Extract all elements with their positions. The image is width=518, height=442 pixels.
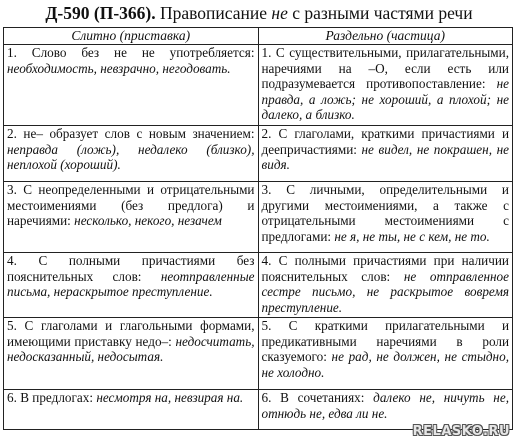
cell-separate <box>258 182 513 253</box>
rule-text: 1. Слово без не не употребляется: <box>7 45 255 60</box>
cell-separate <box>258 253 513 318</box>
table-row <box>4 318 513 390</box>
site-watermark: RELASKO.RU <box>412 424 510 439</box>
table-row <box>4 253 513 318</box>
rule-text: 2. не– образует слов с новым значением: <box>7 126 255 141</box>
rules-table <box>3 27 513 430</box>
rule-text: 3. С личными, определительными и другими местоимениями, а также с отрицательными местоимениями с предлогами: <box>261 182 509 244</box>
rule-examples: несколько, некого, незачем <box>74 213 222 229</box>
cell-joined <box>4 126 259 182</box>
rule-text: 6. В сочетаниях: <box>261 390 374 405</box>
rule-examples: не правда, а ложь; не хороший, а плохой; не далеко, а близко. <box>261 76 509 123</box>
cell-joined <box>4 390 259 430</box>
cell-joined <box>4 318 259 390</box>
rule-examples: несмотря на, невзирая на. <box>96 390 244 405</box>
rule-examples: не рад, не должен, не стыдно, не холодно. <box>261 349 509 380</box>
rule-text: 6. В предлогах: <box>7 390 97 405</box>
cell-separate <box>258 126 513 182</box>
rule-text: 5. С краткими прилагательными и предикативными наречиями в роли сказуемого: <box>261 318 509 365</box>
rule-examples: неправда (ложь), недалеко (близко), неплохой (хороший). <box>7 141 255 173</box>
rule-examples: далеко не, ничуть не, отнюдь не, едва ли не. <box>261 390 509 421</box>
cell-joined <box>4 182 259 253</box>
rule-text: 1. С существительными, прилагательными, наречиями на –О, если есть или подразумевается противопоставление: <box>261 45 509 92</box>
page-title <box>0 2 518 24</box>
rule-text: 4. С полными причастиями при наличии пояснительных слов: <box>261 253 509 284</box>
rules-body <box>4 45 513 430</box>
title-text-after: с разными частями речи <box>287 3 473 23</box>
table-row <box>4 45 513 126</box>
column-header-joined: Слитно (приставка) <box>4 28 259 45</box>
table-row <box>4 182 513 253</box>
column-header-separate: Раздельно (частица) <box>258 28 513 45</box>
rule-examples: недосчитать, недосказанный, недосытая. <box>7 333 255 365</box>
cell-joined <box>4 45 259 126</box>
cell-separate <box>258 45 513 126</box>
rule-text: 5. С глаголами и глагольными формами, имеющими приставку недо–: <box>7 318 255 349</box>
exercise-number: Д-590 (П-366). <box>45 3 156 23</box>
rule-examples: не я, не ты, не с кем, не то. <box>334 228 490 244</box>
cell-separate <box>258 318 513 390</box>
rule-examples: необходимость, невзрачно, негодовать. <box>7 60 231 76</box>
title-particle: не <box>271 3 288 23</box>
rule-text: 3. С неопределенными и отрицательными местоимениями (без предлога) и наречиями: <box>7 182 255 229</box>
rule-examples: не видел, не покрашен, не видя. <box>261 141 509 173</box>
rule-text: 4. С полными причастиями без пояснительных слов: <box>7 253 255 284</box>
rule-examples: неотправленные письма, нераскрытое преступление. <box>7 268 255 300</box>
title-text-before: Правописание <box>155 3 272 23</box>
table-row <box>4 126 513 182</box>
cell-joined <box>4 253 259 318</box>
header-row <box>4 28 513 45</box>
rule-text: 2. С глаголами, краткими причастиями и деепричастиями: <box>261 126 509 157</box>
rule-examples: не отправленное сестре письмо, не раскрытое вовремя преступление. <box>261 268 510 315</box>
